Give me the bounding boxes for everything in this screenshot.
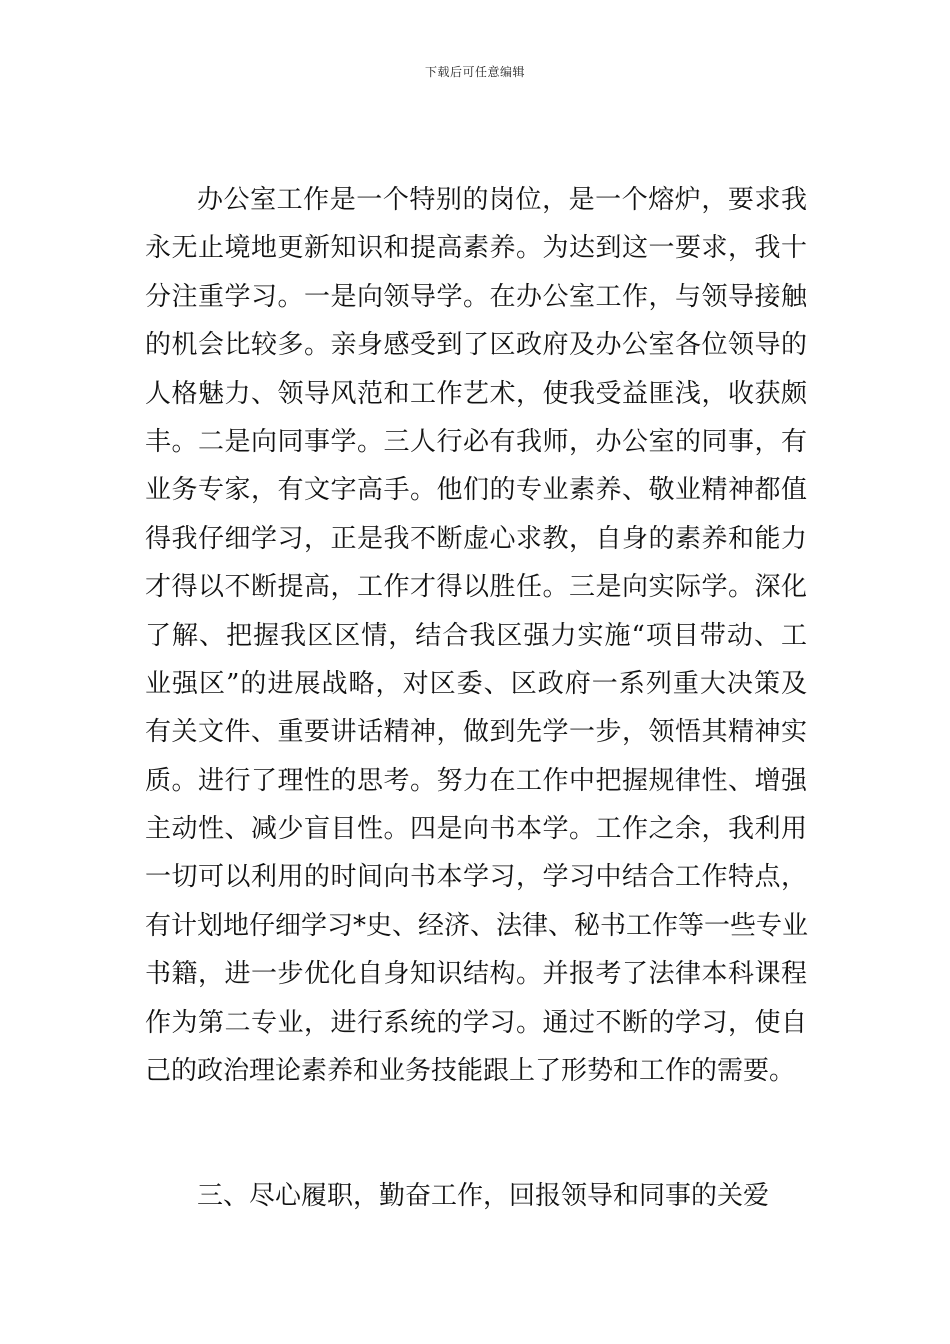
paragraph-line: 人格魅力、领导风范和工作艺术，使我受益匪浅，收获颇 bbox=[145, 378, 807, 409]
paragraph-line: 有关文件、重要讲话精神，做到先学一步，领悟其精神实 bbox=[145, 717, 807, 748]
paragraph-line: 书籍，进一步优化自身知识结构。并报考了法律本科课程 bbox=[145, 959, 807, 990]
paragraph-line: 了解、把握我区区情，结合我区强力实施“项目带动、工 bbox=[145, 620, 807, 651]
paragraph-line: 得我仔细学习，正是我不断虚心求教，自身的素养和能力 bbox=[145, 523, 807, 554]
paragraph-line: 的机会比较多。亲身感受到了区政府及办公室各位领导的 bbox=[145, 330, 807, 361]
paragraph-line: 己的政治理论素养和业务技能跟上了形势和工作的需要。 bbox=[145, 1056, 796, 1087]
paragraph-line: 分注重学习。一是向领导学。在办公室工作，与领导接触 bbox=[145, 281, 807, 312]
paragraph-line: 有计划地仔细学习*史、经济、法律、秘书工作等一些专业 bbox=[145, 910, 809, 941]
paragraph-line: 一切可以利用的时间向书本学习，学习中结合工作特点， bbox=[145, 862, 807, 893]
body-paragraph bbox=[145, 176, 807, 1095]
paragraph-line: 质。进行了理性的思考。努力在工作中把握规律性、增强 bbox=[145, 765, 807, 796]
paragraph-line: 丰。二是向同事学。三人行必有我师，办公室的同事，有 bbox=[145, 426, 807, 457]
paragraph-line: 业务专家，有文字高手。他们的专业素养、敬业精神都值 bbox=[145, 475, 807, 506]
section-heading: 三、尽心履职，勤奋工作，回报领导和同事的关爱 bbox=[197, 1181, 770, 1211]
page-header-note: 下载后可任意编辑 bbox=[424, 65, 525, 79]
paragraph-line: 作为第二专业，进行系统的学习。通过不断的学习，使自 bbox=[145, 1007, 807, 1038]
paragraph-line: 才得以不断提高，工作才得以胜任。三是向实际学。深化 bbox=[145, 572, 807, 603]
paragraph-line: 永无止境地更新知识和提高素养。为达到这一要求，我十 bbox=[145, 233, 807, 264]
paragraph-line: 主动性、减少盲目性。四是向书本学。工作之余，我利用 bbox=[145, 814, 807, 845]
paragraph-line: 办公室工作是一个特别的岗位，是一个熔炉，要求我 bbox=[197, 185, 807, 215]
paragraph-line: 业强区”的进展战略，对区委、区政府一系列重大决策及 bbox=[145, 668, 807, 699]
